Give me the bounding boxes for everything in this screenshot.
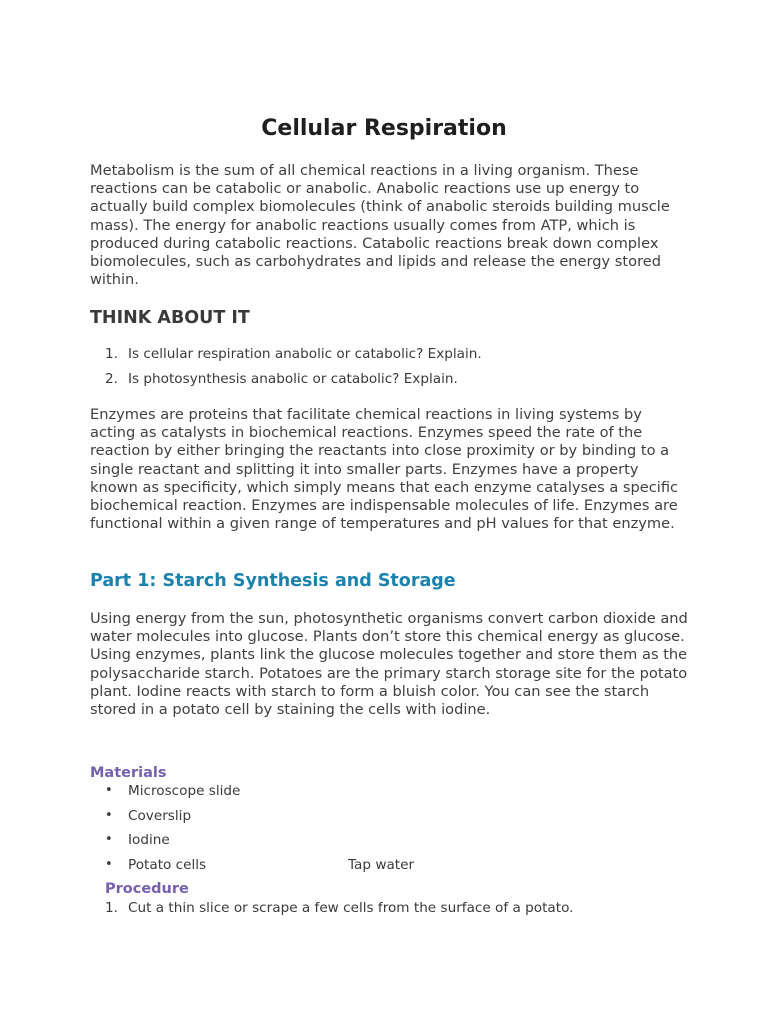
question-text: Is cellular respiration anabolic or catabolic? Explain.: [128, 346, 482, 362]
material-text: Microscope slide: [128, 783, 241, 799]
material-text: Potato cells: [128, 856, 207, 873]
bullet-marker: •: [105, 856, 113, 872]
procedure-heading: Procedure: [105, 881, 189, 897]
bullet-marker: •: [105, 783, 113, 798]
part1-paragraph: Using energy from the sun, photosynthetic organisms convert carbon dioxide and water molecules into glucose. Plants don’t store this chemical energy as glucose. Using enzymes, plants link the glucose molecules together and store them as the polysaccharide starch. Potatoes are the primary starch storage site for the potato plant. Iodine reacts with starch to form a bluish color. You can see the starch stored in a potato cell by staining the cells with iodine.: [90, 610, 688, 719]
materials-heading: Materials: [90, 765, 167, 781]
question-number: 2.: [105, 370, 118, 387]
question-number: 1.: [105, 346, 118, 362]
think-about-it-heading: THINK ABOUT IT: [90, 308, 250, 328]
page-title: Cellular Respiration: [261, 116, 507, 141]
intro-paragraph: Metabolism is the sum of all chemical reactions in a living organism. These reactions can be catabolic or anabolic. Anabolic reactions use up energy to actually build complex biomolecules (think of anabolic steroids building muscle mass). The energy for anabolic reactions usually comes from ATP, which is produced during catabolic reactions. Catabolic reactions break down complex biomolecules, such as carbohydrates and lipids and release the energy stored within.: [90, 162, 670, 289]
material-text-extra: Tap water: [348, 856, 415, 873]
material-text: Iodine: [128, 832, 170, 848]
material-text: Coverslip: [128, 807, 192, 824]
step-text: Cut a thin slice or scrape a few cells from the surface of a potato.: [128, 900, 574, 916]
part1-heading: Part 1: Starch Synthesis and Storage: [90, 571, 456, 591]
bullet-marker: •: [105, 807, 113, 823]
enzymes-paragraph: Enzymes are proteins that facilitate chemical reactions in living systems by acting as catalysts in biochemical reactions. Enzymes speed the rate of the reaction by either bringing the reactants into close proximity or by binding to a single reactant and splitting it into smaller parts. Enzymes have a property known as specificity, which simply means that each enzyme catalyses a specific biochemical reaction. Enzymes are indispensable molecules of life. Enzymes are functional within a given range of temperatures and pH values for that enzyme.: [90, 406, 679, 533]
question-text: Is photosynthesis anabolic or catabolic? Explain.: [128, 370, 458, 387]
bullet-marker: •: [105, 832, 113, 847]
step-number: 1.: [105, 900, 118, 916]
